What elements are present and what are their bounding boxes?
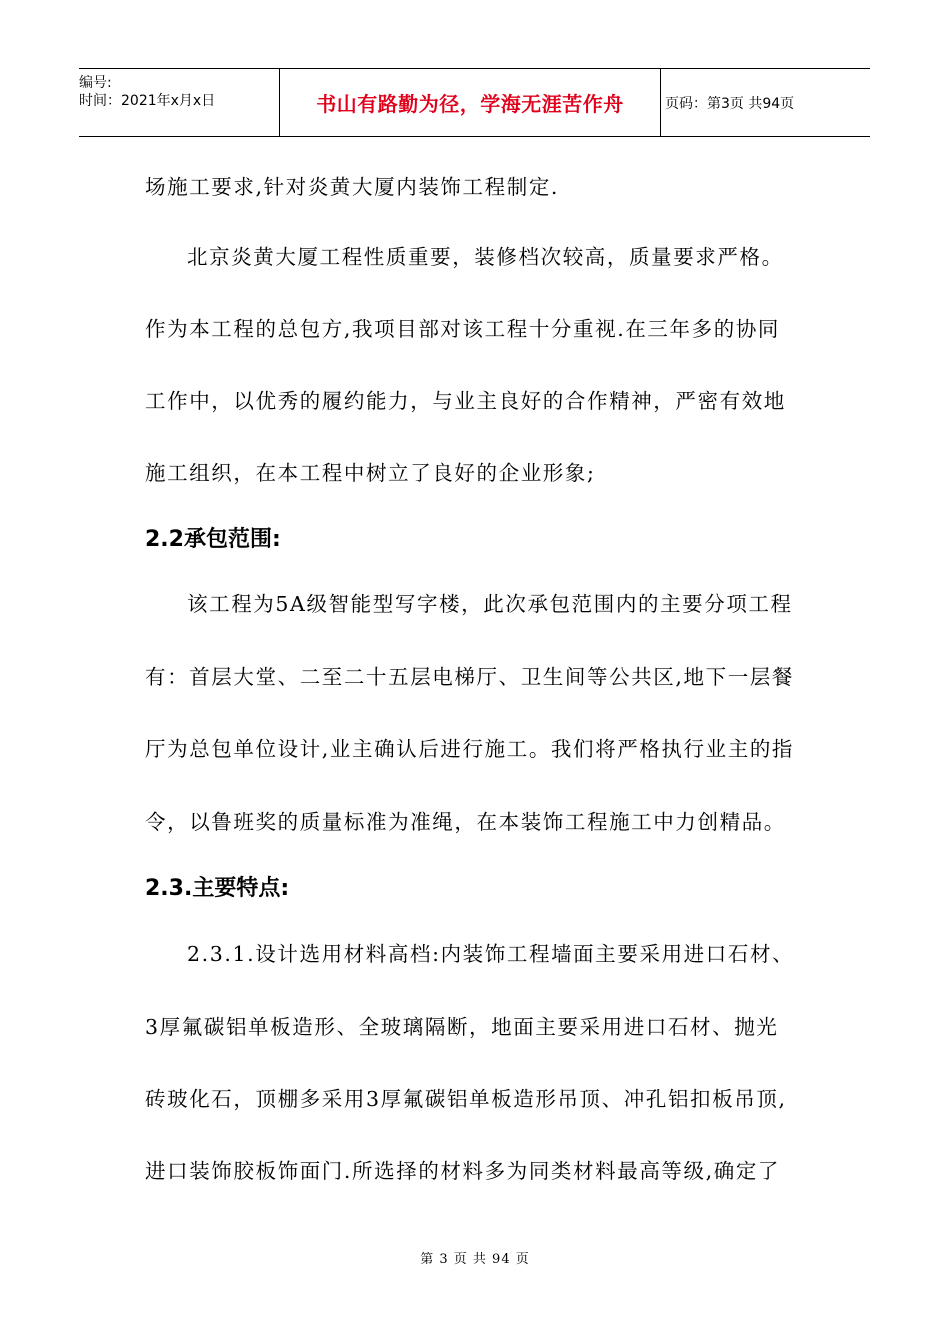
- page-header: [79, 68, 870, 137]
- paragraph-line: 砖玻化石，顶棚多采用3厚氟碳铝单板造形吊顶、冲孔铝扣板吊顶,: [145, 1087, 787, 1111]
- paragraph-line: 施工组织，在本工程中树立了良好的企业形象;: [145, 461, 596, 485]
- paragraph-line: 场施工要求,针对炎黄大厦内装饰工程制定.: [145, 175, 560, 199]
- paragraph-line: 2.3.1.设计选用材料高档:内装饰工程墙面主要采用进口石材、: [187, 942, 795, 966]
- paragraph-line: 3厚氟碳铝单板造形、全玻璃隔断，地面主要采用进口石材、抛光: [145, 1015, 779, 1039]
- header-page-info: 页码：第3页 共94页: [665, 95, 795, 112]
- paragraph-line: 有：首层大堂、二至二十五层电梯厅、卫生间等公共区,地下一层餐: [145, 665, 795, 689]
- header-time-label: 时间：2021年x月x日: [79, 93, 216, 109]
- header-motto-cell: [280, 69, 661, 136]
- paragraph-line: 该工程为5A级智能型写字楼，此次承包范围内的主要分项工程: [187, 592, 793, 616]
- paragraph-line: 厅为总包单位设计,业主确认后进行施工。我们将严格执行业主的指: [145, 737, 795, 761]
- paragraph-line: 工作中，以优秀的履约能力，与业主良好的合作精神，严密有效地: [145, 389, 786, 413]
- paragraph-line: 北京炎黄大厦工程性质重要，装修档次较高，质量要求严格。: [187, 245, 784, 269]
- page-footer: 第 3 页 共 94 页: [420, 1252, 530, 1267]
- paragraph-line: 令，以鲁班奖的质量标准为准绳，在本装饰工程施工中力创精品。: [145, 810, 786, 834]
- section-heading-2-3: 2.3.主要特点:: [145, 876, 290, 901]
- section-heading-2-2: 2.2承包范围:: [145, 527, 281, 552]
- header-motto: 书山有路勤为径，学海无涯苦作舟: [316, 92, 624, 116]
- header-meta: [79, 69, 280, 136]
- paragraph-line: 作为本工程的总包方,我项目部对该工程十分重视.在三年多的协同: [145, 317, 781, 341]
- paragraph-line: 进口装饰胶板饰面门.所选择的材料多为同类材料最高等级,确定了: [145, 1159, 781, 1183]
- header-number-label: 编号:: [79, 75, 112, 91]
